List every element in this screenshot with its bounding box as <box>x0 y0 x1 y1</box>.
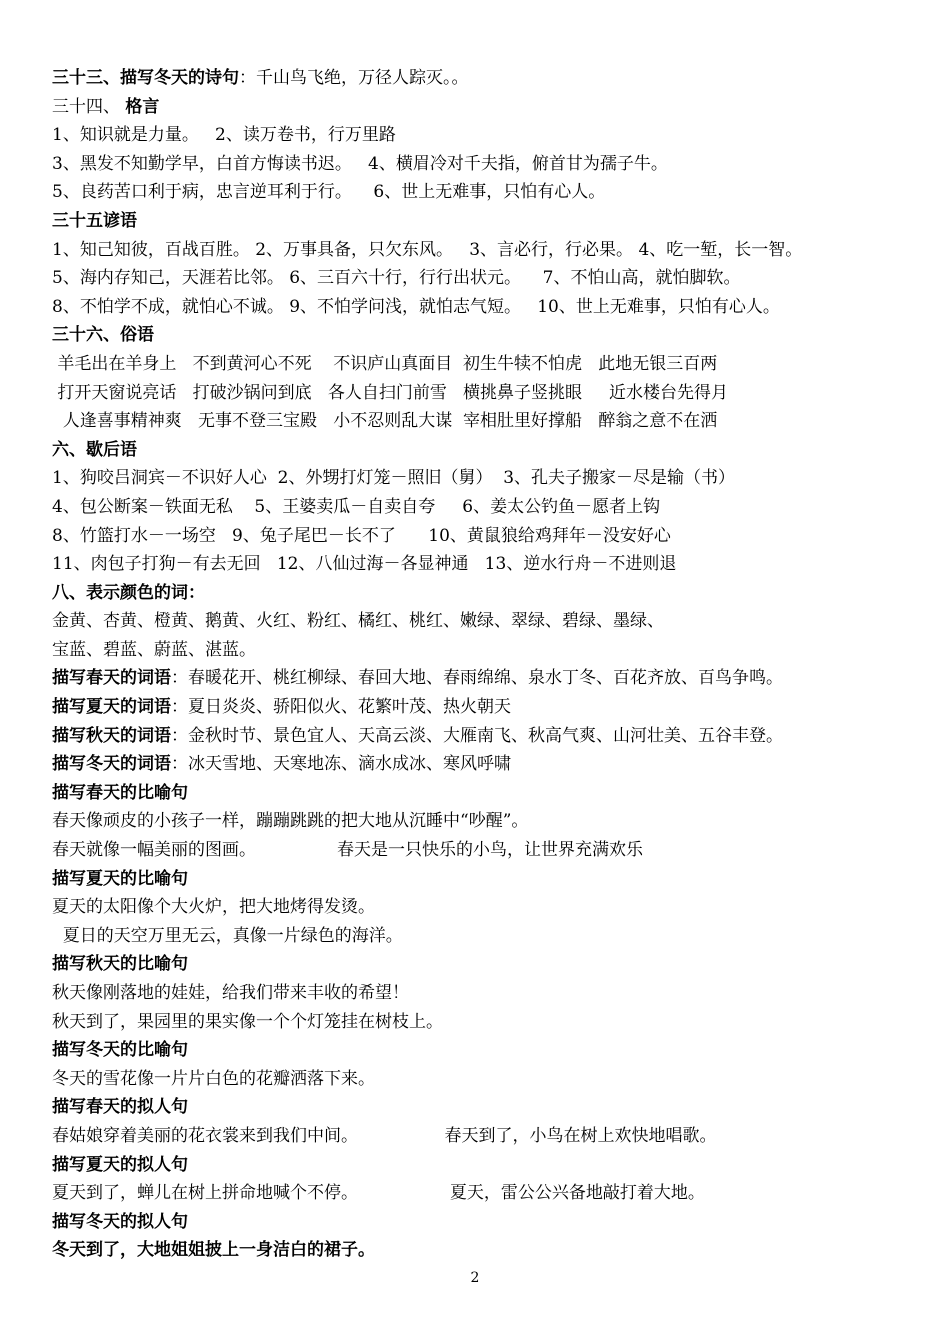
body-text: 夏天的太阳像个大火炉，把大地烤得发烫。 <box>52 897 375 918</box>
body-text: 春天就像一幅美丽的图画。 春天是一只快乐的小鸟，让世界充满欢乐 <box>52 840 644 861</box>
body-text: 羊毛出在羊身上 不到黄河心不死 不识庐山真面目 初生牛犊不怕虎 此地无银三百两 <box>52 353 718 374</box>
heading-text: 格言 <box>125 96 160 117</box>
heading-text: 描写夏天的比喻句 <box>52 868 188 889</box>
body-text: 11、肉包子打狗－有去无回 12、八仙过海－各显神通 13、逆水行舟－不进则退 <box>52 554 677 575</box>
text-line <box>52 865 932 894</box>
heading-text: 描写秋天的比喻句 <box>52 954 188 975</box>
body-text: 春姑娘穿着美丽的花衣裳来到我们中间。 春天到了，小鸟在树上欢快地唱歌。 <box>52 1125 717 1146</box>
text-line <box>52 293 932 322</box>
body-text: 1、狗咬吕洞宾－不识好人心 2、外甥打灯笼－照旧（舅） 3、孔夫子搬家－尽是输（书） <box>52 468 736 489</box>
body-text: 打开天窗说亮话 打破沙锅问到底 各人自扫门前雪 横挑鼻子竖挑眼 近水楼台先得月 <box>52 382 729 403</box>
text-line <box>52 93 932 122</box>
body-text: 5、海内存知己，天涯若比邻。 6、三百六十行，行行出状元。 7、不怕山高，就怕脚软。 <box>52 268 741 289</box>
body-text: ：春暖花开、桃红柳绿、春回大地、春雨绵绵、泉水丁冬、百花齐放、百鸟争鸣。 <box>171 668 783 689</box>
text-line <box>52 836 932 865</box>
heading-text: 三十三、描写冬天的诗句 <box>52 68 239 88</box>
body-text: 夏天到了，蝉儿在树上拼命地喊个不停。 夏天，雷公公兴备地敲打着大地。 <box>52 1183 705 1204</box>
text-line <box>52 1208 932 1237</box>
heading-text: 描写冬天的比喻句 <box>52 1040 188 1061</box>
text-line <box>52 1151 932 1180</box>
text-line <box>52 436 932 465</box>
body-text: ：夏日炎炎、骄阳似火、花繁叶茂、热火朝天 <box>171 697 511 718</box>
body-text: 宝蓝、碧蓝、蔚蓝、湛蓝。 <box>52 639 256 660</box>
body-text: 秋天像刚落地的娃娃，给我们带来丰收的希望！ <box>52 983 409 1003</box>
text-line <box>52 522 932 551</box>
text-line <box>52 407 932 436</box>
text-line <box>52 922 932 951</box>
text-line <box>52 693 932 722</box>
heading-text: 描写夏天的拟人句 <box>52 1154 188 1175</box>
text-line <box>52 550 932 579</box>
heading-text: 描写夏天的词语 <box>52 697 171 718</box>
text-line <box>52 493 932 522</box>
heading-text: 描写冬天的词语 <box>52 754 171 775</box>
text-line <box>52 236 932 265</box>
heading-text: 三十五谚语 <box>52 210 137 231</box>
text-line <box>52 178 932 207</box>
text-line <box>52 750 932 779</box>
text-line <box>52 121 932 150</box>
text-line <box>52 1093 932 1122</box>
body-text: 金黄、杏黄、橙黄、鹅黄、火红、粉红、橘红、桃红、嫩绿、翠绿、碧绿、墨绿、 <box>52 611 664 632</box>
heading-text: 描写春天的比喻句 <box>52 782 188 803</box>
body-text: 冬天的雪花像一片片白色的花瓣洒落下来。 <box>52 1068 375 1089</box>
text-line <box>52 1236 932 1265</box>
text-line <box>52 579 932 608</box>
text-line <box>52 321 932 350</box>
document-page <box>52 64 932 1265</box>
body-text: 8、竹篮打水－一场空 9、兔子尾巴－长不了 10、黄鼠狼给鸡拜年－没安好心 <box>52 525 671 546</box>
text-line <box>52 207 932 236</box>
body-text: 夏日的天空万里无云，真像一片绿色的海洋。 <box>52 925 403 946</box>
text-line <box>52 264 932 293</box>
text-line <box>52 1065 932 1094</box>
heading-text: 三十六、俗语 <box>52 325 154 346</box>
text-line <box>52 150 932 179</box>
text-line <box>52 664 932 693</box>
text-line <box>52 893 932 922</box>
body-text: ：冰天雪地、天寒地冻、滴水成冰、寒风呼啸 <box>171 754 511 775</box>
page-number: 2 <box>470 1270 480 1286</box>
body-text: 8、不怕学不成，就怕心不诚。 9、不怕学问浅，就怕志气短。 10、世上无难事，只怕有心人。 <box>52 296 780 317</box>
text-line <box>52 1122 932 1151</box>
body-text: 1、知己知彼，百战百胜。 2、万事具备，只欠东风。 3、言必行，行必果。 4、吃一堑，长一智。 <box>52 239 803 260</box>
text-line <box>52 64 932 93</box>
text-line <box>52 1008 932 1037</box>
body-text: 4、包公断案－铁面无私 5、王婆卖瓜－自卖自夸 6、姜太公钓鱼－愿者上钩 <box>52 496 661 517</box>
text-line <box>52 807 932 836</box>
heading-text: 八、表示颜色的词： <box>52 582 205 603</box>
body-text: ：千山鸟飞绝，万径人踪灭。。 <box>239 68 469 88</box>
text-line <box>52 722 932 751</box>
body-text: 春天像顽皮的小孩子一样，蹦蹦跳跳的把大地从沉睡中“吵醒”。 <box>52 811 529 832</box>
body-text: 5、良药苦口利于病，忠言逆耳利于行。 6、世上无难事，只怕有心人。 <box>52 182 606 203</box>
text-line <box>52 779 932 808</box>
heading-text: 六、歇后语 <box>52 439 137 460</box>
text-line <box>52 1179 932 1208</box>
text-line <box>52 379 932 408</box>
body-text: 三十四、 <box>52 96 126 117</box>
text-line <box>52 464 932 493</box>
heading-text: 冬天到了，大地姐姐披上一身洁白的裙子。 <box>52 1240 375 1261</box>
body-text: 人逢喜事精神爽 无事不登三宝殿 小不忍则乱大谋 宰相肚里好撑船 醉翁之意不在洒 <box>52 411 718 432</box>
text-line <box>52 1036 932 1065</box>
heading-text: 描写春天的拟人句 <box>52 1097 188 1118</box>
body-text: 3、黑发不知勤学早，白首方悔读书迟。 4、横眉冷对千夫指，俯首甘为孺子牛。 <box>52 153 668 174</box>
text-line <box>52 979 932 1008</box>
body-text: 1、知识就是力量。 2、读万卷书，行万里路 <box>52 125 396 146</box>
text-line <box>52 950 932 979</box>
heading-text: 描写春天的词语 <box>52 668 171 689</box>
text-line <box>52 350 932 379</box>
body-text: ：金秋时节、景色宜人、天高云淡、大雁南飞、秋高气爽、山河壮美、五谷丰登。 <box>171 725 783 746</box>
heading-text: 描写冬天的拟人句 <box>52 1211 188 1232</box>
text-line <box>52 607 932 636</box>
body-text: 秋天到了，果园里的果实像一个个灯笼挂在树枝上。 <box>52 1011 443 1032</box>
heading-text: 描写秋天的词语 <box>52 725 171 746</box>
text-line <box>52 636 932 665</box>
